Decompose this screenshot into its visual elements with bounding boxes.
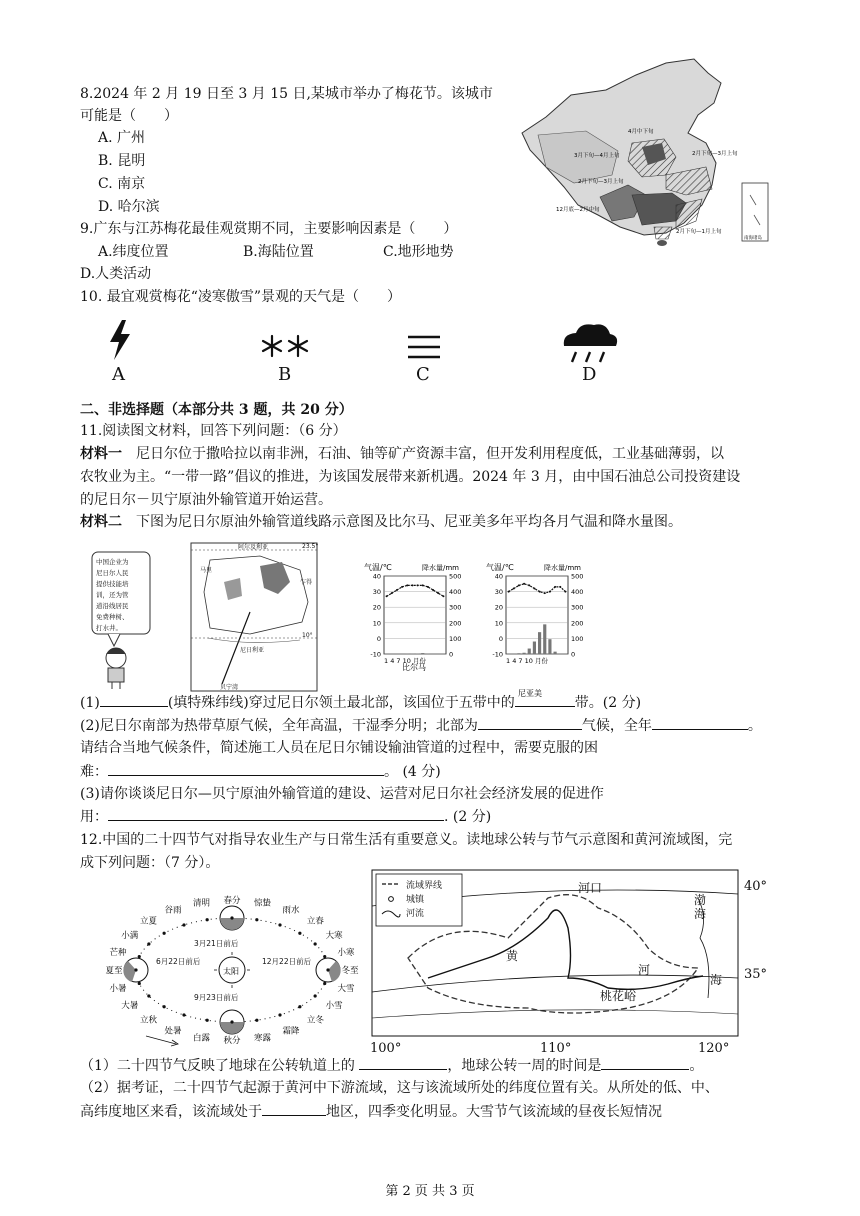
solar-term-label: 惊蛰 bbox=[254, 898, 272, 909]
solar-term-dot bbox=[255, 918, 258, 921]
rain-cloud-icon bbox=[558, 320, 622, 366]
niamey-month-axis: 1 4 7 10 月份 bbox=[506, 657, 548, 665]
solar-term-label: 大寒 bbox=[325, 931, 343, 941]
solar-term-dot bbox=[298, 932, 301, 935]
q11-p2-line1 bbox=[80, 715, 762, 736]
niamey-temp-tick: 40 bbox=[494, 572, 503, 581]
bilma-temp-tick: 30 bbox=[372, 588, 381, 597]
q8-option-d: D. 哈尔滨 bbox=[98, 199, 160, 215]
niamey-temp-point bbox=[564, 591, 566, 593]
niamey-temp-point bbox=[544, 592, 546, 594]
material2-text: 下图为尼日尔原油外输管道线路示意图及比尔马、尼亚美多年平均各月气温和降水量图。 bbox=[122, 514, 682, 530]
speech-line-7: 打水井。 bbox=[96, 624, 122, 632]
map-benin-bay: 贝宁湾 bbox=[220, 684, 239, 691]
bilma-prec-tick: 500 bbox=[449, 572, 462, 581]
q11-material2-line bbox=[80, 512, 682, 532]
solar-term-label: 夏至 bbox=[105, 966, 123, 976]
q11-p2-line2: 请结合当地气候条件，简述施工人员在尼日尔铺设输油管道的过程中，需要克服的困 bbox=[80, 740, 598, 756]
map-label-3: 2月下旬—3月上旬 bbox=[692, 151, 738, 157]
map-mali: 马里 bbox=[200, 567, 213, 574]
bilma-temp-point bbox=[386, 595, 388, 597]
child-figure bbox=[106, 648, 126, 689]
q11-p1-suffix: 带。(2 分) bbox=[574, 695, 642, 711]
niamey-temp-point bbox=[554, 586, 556, 588]
q11-p3-line2 bbox=[80, 806, 491, 827]
q11-p2-text-e: 。 (4 分) bbox=[384, 764, 441, 780]
niamey-temp-tick: -10 bbox=[492, 650, 503, 659]
q10-label-c: C bbox=[416, 364, 430, 385]
q9-stem: 9.广东与江苏梅花最佳观赏期不同，主要影响因素是（ ） bbox=[80, 221, 458, 237]
niamey-temp-tick: 10 bbox=[494, 619, 503, 628]
niamey-climate-chart bbox=[484, 560, 594, 700]
solar-term-label: 冬至 bbox=[341, 966, 359, 976]
q10-label-d: D bbox=[582, 364, 597, 385]
solar-term-dot bbox=[138, 955, 141, 958]
speech-line-1: 中国企业为 bbox=[96, 558, 129, 566]
q11-material1-line1 bbox=[80, 444, 724, 464]
section2-title: 二、非选择题（本部分共 3 题，共 20 分） bbox=[80, 402, 353, 418]
q11-p2-blank2[interactable] bbox=[652, 715, 748, 730]
speech-line-5: 道沿线居民 bbox=[96, 602, 129, 610]
solar-term-label: 大雪 bbox=[337, 984, 355, 995]
bilma-prec-tick: 0 bbox=[449, 650, 454, 659]
niamey-precip-bar bbox=[543, 624, 546, 654]
bilma-temp-point bbox=[391, 592, 393, 594]
solar-term-dot bbox=[134, 968, 137, 971]
q11-p2-text-d: 难： bbox=[80, 764, 108, 780]
lightning-icon bbox=[104, 318, 136, 362]
bilma-temp-point bbox=[411, 584, 413, 586]
map-chad: 乍得 bbox=[300, 579, 313, 586]
solar-term-dot bbox=[147, 942, 150, 945]
bilma-temp-line bbox=[387, 585, 444, 596]
q9-option-b: B.海陆位置 bbox=[243, 244, 314, 260]
solar-term-dot bbox=[206, 918, 209, 921]
speech-bubble bbox=[86, 550, 156, 690]
solar-term-label: 秋分 bbox=[223, 1036, 241, 1046]
niamey-temp-tick: 30 bbox=[494, 588, 503, 597]
q12-p2-blank[interactable] bbox=[262, 1101, 326, 1116]
solar-term-label: 谷雨 bbox=[164, 905, 182, 916]
q11-p1 bbox=[80, 692, 641, 713]
solar-term-label: 小雪 bbox=[325, 1001, 343, 1011]
solar-term-dot bbox=[298, 1005, 301, 1008]
solar-term-label: 春分 bbox=[223, 896, 241, 906]
bilma-temp-point bbox=[396, 589, 398, 591]
solar-term-dot bbox=[147, 994, 150, 997]
solar-term-label: 立春 bbox=[306, 916, 324, 927]
niamey-precip-bar bbox=[548, 639, 551, 654]
bilma-month-axis: 1 4 7 10 月份 bbox=[384, 657, 426, 665]
q12-p1-blank2[interactable] bbox=[601, 1055, 689, 1070]
map-lat-23: 23.5° bbox=[302, 543, 318, 550]
solar-term-dot bbox=[323, 955, 326, 958]
solar-term-dot bbox=[182, 1013, 185, 1016]
q12-p2-line1: （2）据考证，二十四节气起源于黄河中下游流域，这与该流域所处的纬度位置有关。从所处的低、中、 bbox=[80, 1080, 719, 1096]
solar-term-label: 小满 bbox=[121, 931, 139, 941]
niamey-temp-point bbox=[513, 587, 515, 589]
q11-p3-text-a: 用： bbox=[80, 809, 108, 825]
bilma-temp-point bbox=[422, 584, 424, 586]
map-label-6: 2月下旬—1月上旬 bbox=[676, 229, 722, 235]
niamey-prec-tick: 200 bbox=[571, 619, 584, 628]
q12-p2-text-a: 高纬度地区来看，该流域处于 bbox=[80, 1104, 262, 1120]
label-bohai-3: 海 bbox=[710, 973, 723, 987]
q11-material1-line2: 农牧业为主。“一带一路”倡议的推进，为该国发展带来新机遇。2024 年 3 月，由中国石油总公司投资建设 bbox=[80, 469, 741, 485]
niamey-prec-tick: 400 bbox=[571, 588, 584, 597]
bilma-prec-tick: 200 bbox=[449, 619, 462, 628]
niamey-precip-bar bbox=[554, 652, 557, 654]
niamey-precip-bar bbox=[523, 653, 526, 654]
q11-p3-text-b: . (2 分) bbox=[444, 809, 492, 825]
q12-p1-text-a: （1）二十四节气反映了地球在公转轨道上的 bbox=[80, 1058, 360, 1074]
solar-term-dot bbox=[230, 916, 233, 919]
label-bohai-2: 海 bbox=[694, 907, 707, 921]
q10-label-b: B bbox=[278, 364, 292, 385]
q8-option-b: B. 昆明 bbox=[98, 153, 146, 169]
material1-label: 材料一 bbox=[80, 446, 122, 462]
solar-term-label: 立冬 bbox=[306, 1015, 324, 1026]
solar-term-label: 雨水 bbox=[282, 905, 300, 916]
date-autumn: 9月23日前后 bbox=[194, 993, 239, 1002]
solar-term-label: 芒种 bbox=[109, 947, 127, 958]
q8-stem-line1: 8.2024 年 2 月 19 日至 3 月 15 日,某城市举办了梅花节。该城市 bbox=[80, 86, 493, 102]
bilma-temp-point bbox=[432, 589, 434, 591]
map-label-2: 3月下旬—4月上旬 bbox=[574, 153, 620, 159]
niamey-caption: 尼亚美 bbox=[518, 689, 542, 698]
q8-option-a: A. 广州 bbox=[98, 130, 146, 146]
fog-icon bbox=[406, 333, 442, 361]
q11-p1-blank1[interactable] bbox=[100, 692, 168, 707]
map-label-inset: 南海诸岛 bbox=[744, 236, 762, 241]
speech-line-2: 尼日尔人民 bbox=[96, 569, 129, 577]
solar-term-label: 霜降 bbox=[282, 1026, 300, 1037]
q12-p1-blank1[interactable] bbox=[359, 1055, 447, 1070]
bilma-temp-tick: 0 bbox=[376, 634, 381, 643]
niamey-temp-point bbox=[539, 591, 541, 593]
niamey-temp-axis-label: 气温/℃ bbox=[486, 563, 514, 572]
snow-icon bbox=[258, 332, 314, 360]
lon-100: 100° bbox=[370, 1041, 402, 1056]
niamey-temp-point bbox=[549, 591, 551, 593]
solar-term-label: 处暑 bbox=[164, 1026, 182, 1037]
niamey-temp-point bbox=[533, 587, 535, 589]
q12-stem-line2: 成下列问题：（7 分）。 bbox=[80, 855, 220, 871]
bilma-temp-axis-label: 气温/℃ bbox=[364, 563, 392, 572]
solar-term-dot bbox=[278, 923, 281, 926]
niamey-precip-bar bbox=[517, 653, 520, 654]
bilma-temp-tick: 40 bbox=[372, 572, 381, 581]
q11-p3-line1: (3)请你谈谈尼日尔—贝宁原油外输管道的建设、运营对尼日尔社会经济发展的促进作 bbox=[80, 786, 604, 802]
page-footer: 第 2 页 共 3 页 bbox=[385, 1184, 475, 1199]
bilma-temp-point bbox=[417, 584, 419, 586]
legend-river: 河流 bbox=[406, 909, 425, 919]
q11-p2-text-a: (2)尼日尔南部为热带草原气候，全年高温，干湿季分明；北部为 bbox=[80, 718, 478, 734]
yellow-river-basin-map bbox=[368, 868, 784, 1058]
niamey-prec-tick: 0 bbox=[571, 650, 576, 659]
niamey-prec-tick: 300 bbox=[571, 603, 584, 612]
bilma-temp-tick: 20 bbox=[372, 603, 381, 612]
map-algeria: 阿尔及利亚 bbox=[238, 544, 269, 551]
solar-term-dot bbox=[255, 1019, 258, 1022]
q12-stem-line1: 12.中国的二十四节气对指导农业生产与日常生活有重要意义。读地球公转与节气示意图和黄河流域图，完 bbox=[80, 832, 733, 848]
niamey-temp-tick: 20 bbox=[494, 603, 503, 612]
q12-p1 bbox=[80, 1055, 703, 1076]
map-label-5: 12月底—2月中旬 bbox=[556, 207, 600, 213]
solar-term-dot bbox=[323, 982, 326, 985]
speech-line-6: 免费种树、 bbox=[96, 613, 129, 621]
solar-term-label: 立秋 bbox=[140, 1015, 158, 1026]
solar-term-dot bbox=[230, 1020, 233, 1023]
solar-terms-orbit-diagram bbox=[86, 876, 364, 1052]
bilma-temp-point bbox=[406, 584, 408, 586]
niamey-temp-tick: 0 bbox=[498, 634, 503, 643]
niger-pipeline-map bbox=[190, 542, 318, 692]
label-he: 河 bbox=[638, 963, 651, 977]
solar-term-label: 白露 bbox=[192, 1033, 210, 1044]
q12-p1-text-b: ，地球公转一周的时间是 bbox=[447, 1058, 602, 1074]
q12-p2-text-b: 地区，四季变化明显。大雪节气该流域的昼夜长短情况 bbox=[326, 1104, 662, 1120]
q11-p1-blank2[interactable] bbox=[515, 692, 575, 707]
q11-material1-line3: 的尼日尔－贝宁原油外输管道开始运营。 bbox=[80, 492, 332, 508]
solar-term-dot bbox=[206, 1019, 209, 1022]
niamey-precip-bar bbox=[528, 649, 531, 654]
niamey-temp-point bbox=[523, 583, 525, 585]
legend-town: 城镇 bbox=[406, 895, 425, 905]
q12-p2-line2 bbox=[80, 1101, 662, 1122]
date-spring: 3月21日前后 bbox=[194, 939, 239, 948]
label-hekou: 河口 bbox=[578, 881, 603, 895]
map-label-4: 2月下旬—3月上旬 bbox=[578, 179, 624, 185]
bilma-plot-frame bbox=[384, 576, 446, 654]
bilma-temp-tick: -10 bbox=[370, 650, 381, 659]
date-summer: 6月22日前后 bbox=[156, 957, 201, 966]
q9-option-c: C.地形地势 bbox=[383, 244, 454, 260]
bilma-temp-point bbox=[437, 592, 439, 594]
map-lat-10: 10° bbox=[302, 632, 313, 639]
bilma-caption: 比尔马 bbox=[402, 663, 426, 672]
niamey-prec-tick: 500 bbox=[571, 572, 584, 581]
material2-label: 材料二 bbox=[80, 514, 122, 530]
solar-term-label: 寒露 bbox=[254, 1033, 272, 1044]
label-taohuayu: 桃花峪 bbox=[600, 989, 637, 1003]
speech-line-4: 训，还为管 bbox=[96, 591, 129, 599]
q11-stem: 11.阅读图文材料，回答下列问题：（6 分） bbox=[80, 423, 347, 439]
solar-term-dot bbox=[163, 932, 166, 935]
label-bohai-1: 渤 bbox=[694, 893, 707, 907]
lat-35: 35° bbox=[744, 967, 768, 982]
niamey-temp-point bbox=[559, 586, 561, 588]
niamey-prec-tick: 100 bbox=[571, 634, 584, 643]
bilma-precip-bar bbox=[421, 653, 424, 654]
lon-110: 110° bbox=[540, 1041, 572, 1056]
niamey-precip-bar bbox=[538, 632, 541, 654]
solar-term-dot bbox=[138, 982, 141, 985]
sun-label: 太阳 bbox=[223, 967, 239, 976]
solar-term-dot bbox=[182, 923, 185, 926]
solar-term-dot bbox=[314, 994, 317, 997]
q10-stem: 10. 最宜观赏梅花“凌寒傲雪”景观的天气是（ ） bbox=[80, 289, 402, 305]
bilma-prec-tick: 300 bbox=[449, 603, 462, 612]
q9-option-d: D.人类活动 bbox=[80, 266, 152, 282]
bilma-temp-point bbox=[401, 586, 403, 588]
solar-term-dot bbox=[278, 1013, 281, 1016]
map-label-1: 4月中下旬 bbox=[628, 129, 654, 135]
q11-p2-text-b: 气候，全年 bbox=[581, 718, 652, 734]
bilma-prec-tick: 100 bbox=[449, 634, 462, 643]
solar-term-dot bbox=[326, 968, 329, 971]
china-plum-map bbox=[516, 55, 786, 250]
solar-term-label: 大暑 bbox=[121, 1001, 139, 1011]
legend-boundary: 流域界线 bbox=[406, 881, 443, 891]
solar-term-label: 小暑 bbox=[109, 984, 127, 995]
solar-term-dot bbox=[314, 942, 317, 945]
niamey-temp-point bbox=[518, 584, 520, 586]
q11-p2-text-c: 。 bbox=[747, 718, 762, 734]
solar-term-label: 小寒 bbox=[337, 947, 355, 958]
label-huang: 黄 bbox=[506, 949, 519, 963]
bilma-temp-point bbox=[442, 595, 444, 597]
niamey-temp-point bbox=[508, 591, 510, 593]
niamey-prec-axis-label: 降水量/mm bbox=[544, 564, 581, 572]
bilma-prec-axis-label: 降水量/mm bbox=[422, 564, 459, 572]
material1-text: 尼日尔位于撒哈拉以南非洲，石油、铀等矿产资源丰富，但开发利用程度低，工业基础薄弱，以 bbox=[122, 446, 724, 462]
bilma-temp-point bbox=[427, 586, 429, 588]
q11-p2-line3 bbox=[80, 761, 441, 782]
lat-40: 40° bbox=[744, 879, 768, 894]
map-nigeria: 尼日利亚 bbox=[240, 647, 265, 654]
q12-p1-text-c: 。 bbox=[689, 1058, 704, 1074]
solar-term-dot bbox=[163, 1005, 166, 1008]
q11-p1-prefix: (1) bbox=[80, 695, 100, 711]
niamey-precip-bar bbox=[533, 642, 536, 654]
q10-label-a: A bbox=[112, 364, 125, 385]
speech-line-3: 提供技能培 bbox=[96, 580, 129, 588]
solar-term-label: 清明 bbox=[192, 898, 210, 909]
date-winter: 12月22日前后 bbox=[262, 957, 312, 966]
q8-option-c: C. 南京 bbox=[98, 176, 146, 192]
q8-stem-line2: 可能是（ ） bbox=[80, 108, 178, 124]
q11-p2-blank1[interactable] bbox=[478, 715, 582, 730]
q11-p2-blank3[interactable] bbox=[108, 761, 384, 776]
q11-p3-blank[interactable] bbox=[108, 806, 444, 821]
q11-p1-middle: (填特殊纬线)穿过尼日尔领土最北部，该国位于五带中的 bbox=[167, 695, 515, 711]
niamey-temp-point bbox=[528, 584, 530, 586]
bilma-climate-chart bbox=[362, 560, 472, 680]
bilma-temp-tick: 10 bbox=[372, 619, 381, 628]
solar-term-label: 立夏 bbox=[140, 916, 158, 927]
bilma-prec-tick: 400 bbox=[449, 588, 462, 597]
q9-option-a: A.纬度位置 bbox=[98, 244, 169, 260]
lon-120: 120° bbox=[698, 1041, 730, 1056]
